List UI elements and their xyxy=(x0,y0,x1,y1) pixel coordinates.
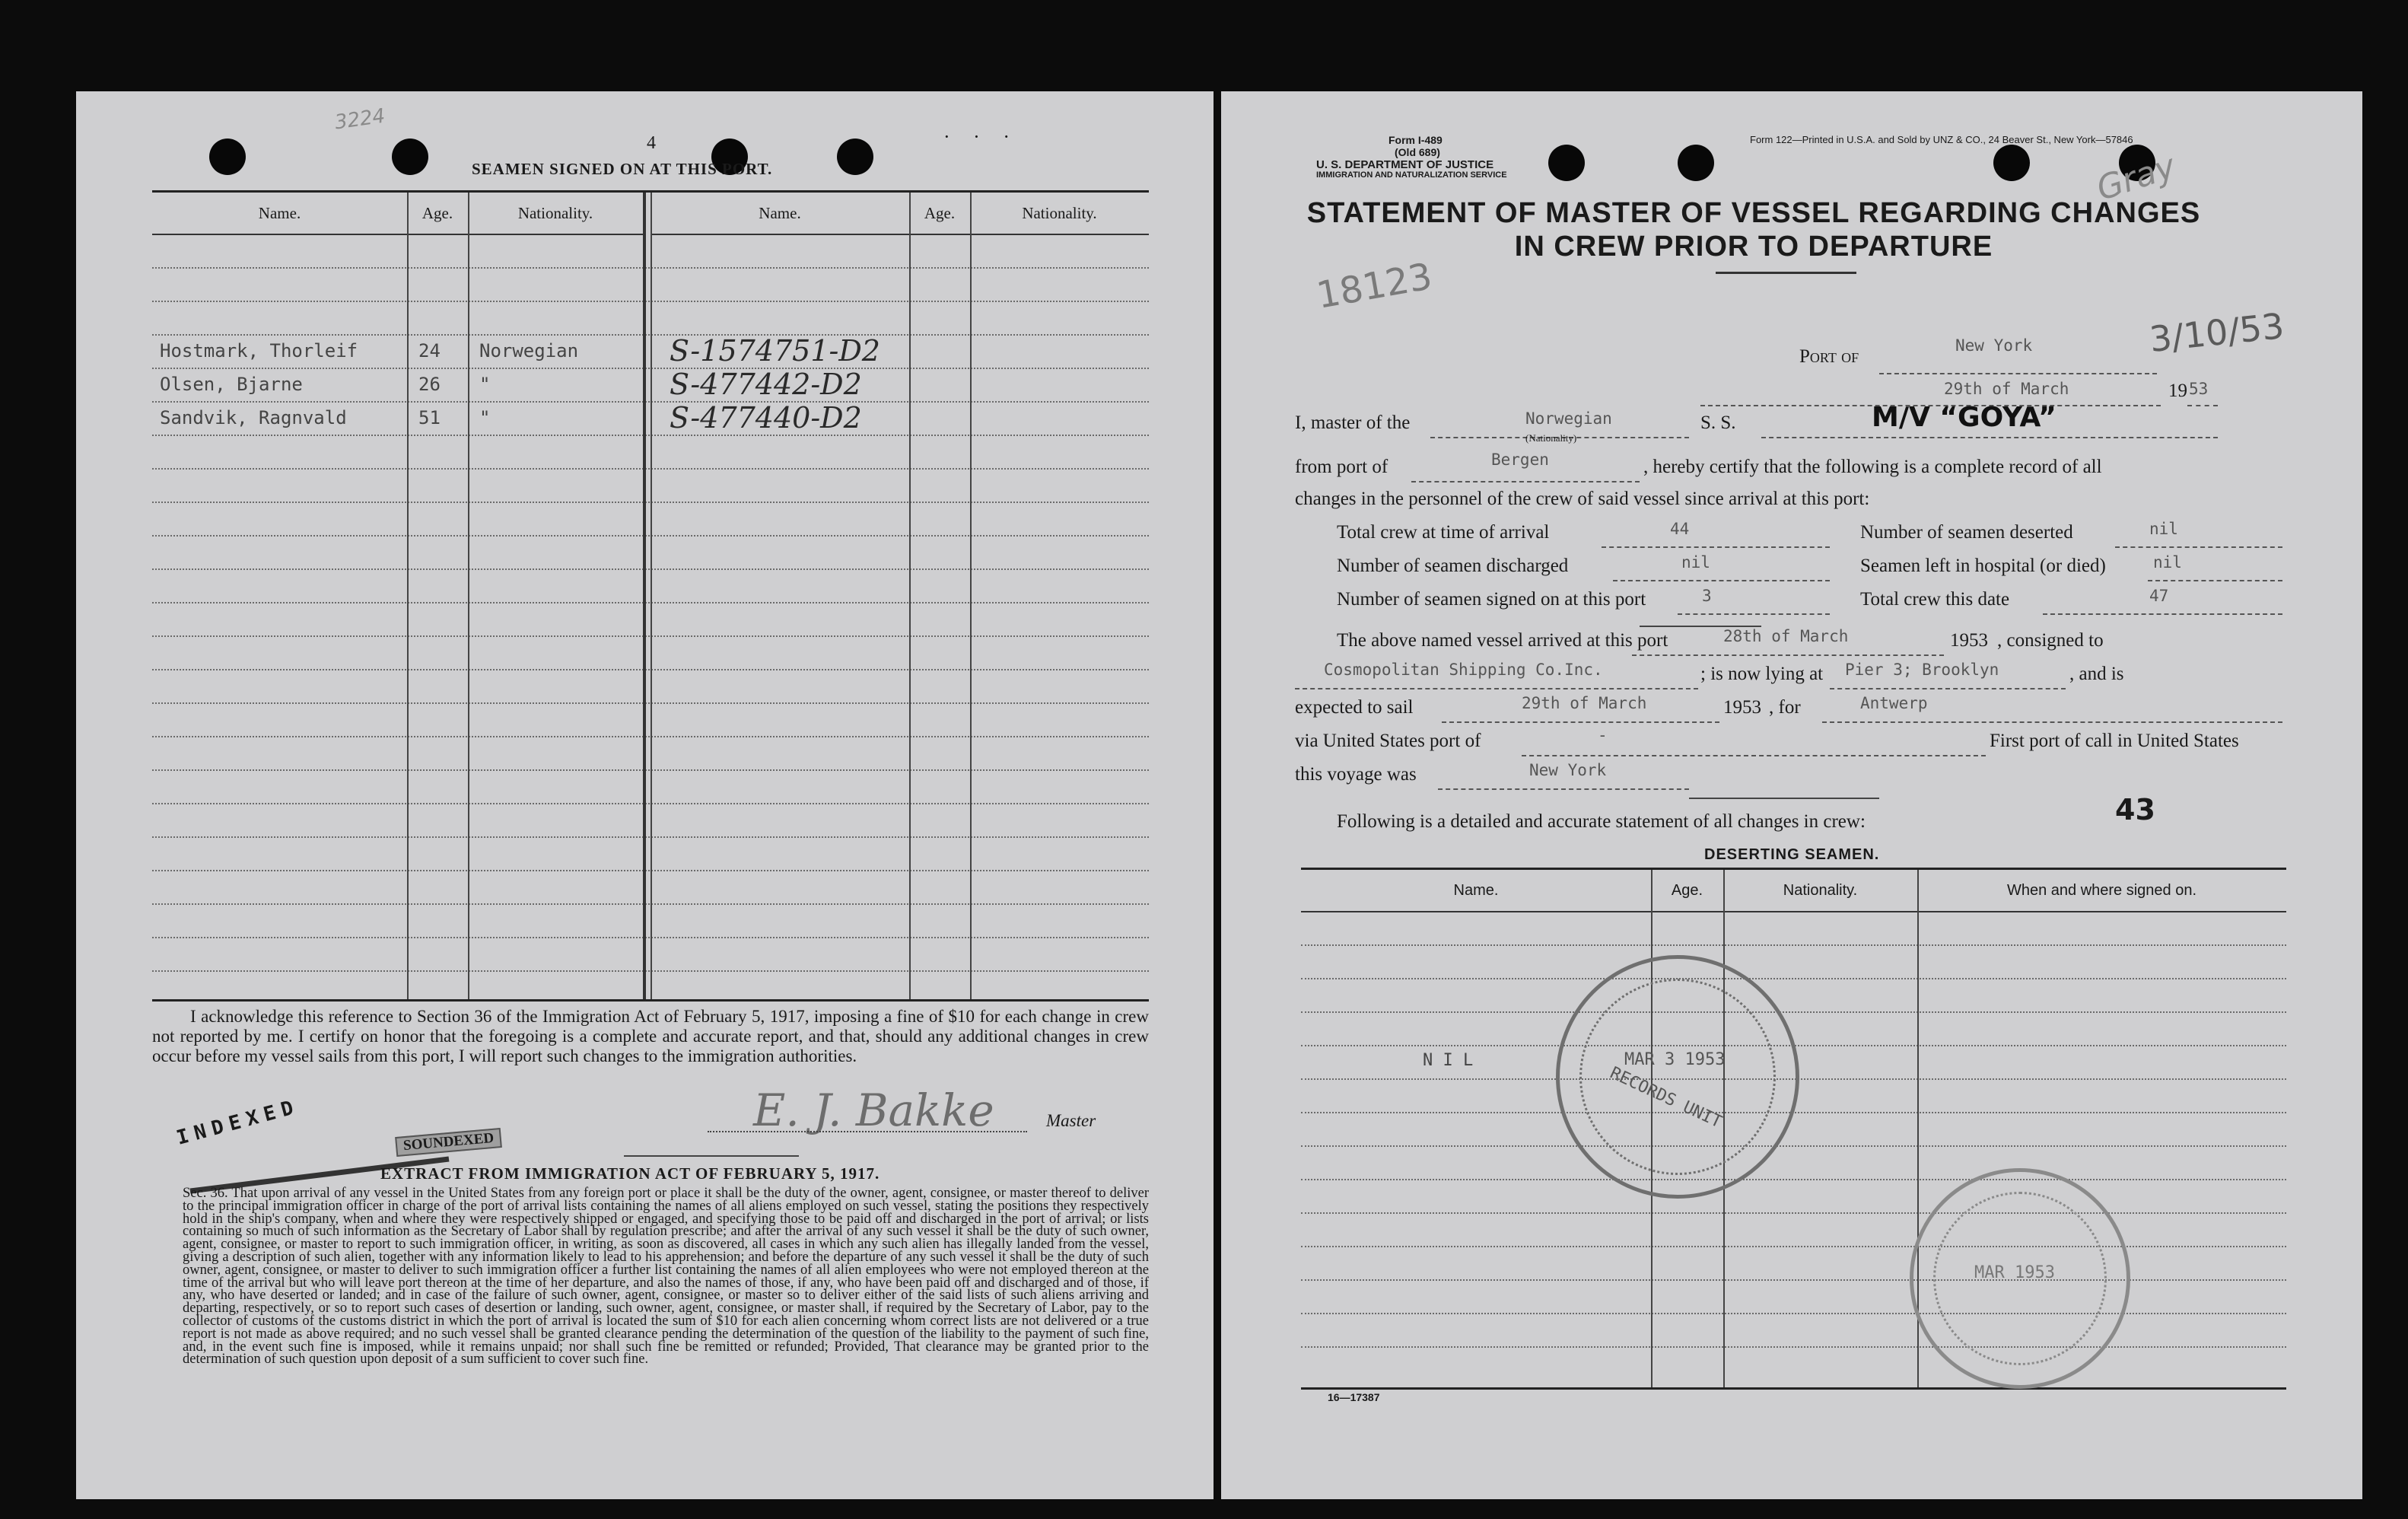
crew-name: Sandvik, Ragnvald xyxy=(160,407,347,428)
voyage-label: this voyage was xyxy=(1295,764,1417,785)
document-title xyxy=(1267,196,2241,263)
dot-marks: · · · xyxy=(943,126,1019,148)
port-label: Port of xyxy=(1799,346,1859,367)
column-divider xyxy=(407,193,409,999)
handwritten-discharge-number: S-477442-D2 xyxy=(670,368,862,401)
column-divider xyxy=(643,193,646,999)
signed-on-value: 3 xyxy=(1702,587,1712,605)
from-port-label: from port of xyxy=(1295,457,1388,477)
column-divider xyxy=(970,193,972,999)
title-rule xyxy=(1716,272,1856,274)
hospital-value: nil xyxy=(2153,553,2182,572)
punch-hole xyxy=(209,139,246,175)
col-header-age: Age. xyxy=(407,193,468,235)
arrived-label: The above named vessel arrived at this port xyxy=(1337,630,1668,651)
first-port-label: First port of call in United States xyxy=(1990,731,2239,751)
table-row xyxy=(1301,1246,2286,1281)
footer-form-number: 16—17387 xyxy=(1328,1391,1380,1403)
deserting-nil: N I L xyxy=(1423,1051,1474,1070)
hospital-label: Seamen left in hospital (or died) xyxy=(1860,556,2106,576)
stamp-date: MAR 3 1953 xyxy=(1624,1050,1726,1069)
discharged-value: nil xyxy=(1681,553,1710,572)
crew-age: 51 xyxy=(418,407,441,428)
table-row xyxy=(1301,1279,2286,1314)
records-unit-stamp xyxy=(1556,955,1799,1199)
from-port-value: Bergen xyxy=(1491,451,1549,469)
divider xyxy=(1689,798,1879,799)
handwritten-initials: Gray xyxy=(2091,146,2181,209)
punch-hole xyxy=(1548,145,1585,181)
crew-age: 24 xyxy=(418,340,441,361)
table-row xyxy=(1301,1145,2286,1180)
via-field xyxy=(1522,729,1986,756)
title-line-1: STATEMENT OF MASTER OF VESSEL REGARDING CHANGES xyxy=(1306,197,2201,229)
discharged-label: Number of seamen discharged xyxy=(1337,556,1569,576)
crew-name: Olsen, Bjarne xyxy=(160,374,303,395)
printer-line: Form 122—Printed in U.S.A. and Sold by UNZ & CO., 24 Beaver St., New York—57846 xyxy=(1750,134,2133,145)
discharged-field xyxy=(1613,554,1830,581)
year-prefix: 19 xyxy=(2168,381,2187,401)
col-header-name: Name. xyxy=(152,193,407,235)
total-date-label: Total crew this date xyxy=(1860,589,2010,610)
punch-hole xyxy=(1993,145,2030,181)
crew-nationality: " xyxy=(479,374,491,395)
following-label: Following is a detailed and accurate statement of all changes in crew: xyxy=(1337,811,1866,832)
title-line-2: IN CREW PRIOR TO DEPARTURE xyxy=(1514,231,1993,263)
date-value: 29th of March xyxy=(1944,380,2069,398)
and-is-label: , and is xyxy=(2069,664,2124,684)
sail-label: expected to sail xyxy=(1295,697,1414,718)
divider xyxy=(624,1155,799,1157)
right-page xyxy=(1221,91,2362,1499)
punch-hole xyxy=(837,139,873,175)
deserted-field xyxy=(2115,521,2282,548)
sail-value: 29th of March xyxy=(1522,694,1647,712)
col-header-nationality-2: Nationality. xyxy=(970,193,1149,235)
faint-stamp xyxy=(1910,1168,2130,1389)
crew-nationality: " xyxy=(479,407,491,428)
law-text: Sec. 36. That upon arrival of any vessel in the United States from any foreign port or place it shall be the duty of the owner, agent, consignee, or master thereof to deliver to the principal immigration officer in charge of the port of arrival lists containing the names of all aliens employed on such vessel, stating the positions they respectively hold in the ship's company, when and where they were respectively shipped or engaged, and specifying those to be paid off and discharged in the port of arrival; or lists containing so much of such information as the Secretary of Labor shall by regulation prescribe; and after the arrival of any such vessel it shall be the duty of such owner, agent, consignee, or master to report to such immigration officer, in writing, as soon as discovered, all cases in which any such alien has illegally landed from the vessel, giving a description of such alien, together with any information likely to lead to his apprehension; and before the departure of any such vessel it shall be the duty of such owner, agent, consignee, or master to deliver to such immigration officer a further list containing the names of all alien employees who were not employed thereon at the time of the arrival but who will leave port thereon at the time of her departure, and also the names of those, if any, who have been paid off and discharged and of those, if any, who have deserted or landed; and in case of the failure of such owner, agent, consignee, or master so to deliver either of the said lists of such aliens arriving and departing, respectively, or so to report such cases of desertion or landing, such owner, agent, consignee, or master shall, if required by the Secretary of Labor, pay to the collector of customs of the customs district in which the port of arrival is located the sum of $10 for each alien concerning whom correct lists are not delivered or a true report is not made as above required; and no such vessel shall be granted clearance pending the determination of the question of the liability to the payment of such fine, and, in the event such fine is imposed, while it remains unpaid; nor shall such fine be remitted or refunded; Provided, That clearance may be granted prior to the determination of such question upon deposit of a sum sufficient to cover such fine. xyxy=(183,1186,1149,1368)
ship-name: M/V “GOYA” xyxy=(1872,402,2057,433)
acknowledgement-text: I acknowledge this reference to Section 36 of the Immigration Act of February 5, 1917, imposing a fine of $10 for each change in crew not reported by me. I certify on honor that the foregoing is a complete and accurate report, and that, should any additional changes in crew occur before my vessel sails from this port, I will report such changes to the immigration authorities. xyxy=(152,1007,1149,1065)
year-value: 53 xyxy=(2189,380,2209,398)
voyage-value: New York xyxy=(1529,761,1607,779)
column-divider xyxy=(651,193,652,999)
col-header-name: Name. xyxy=(1301,870,1651,912)
crew-age: 26 xyxy=(418,374,441,395)
consignee-value: Cosmopolitan Shipping Co.Inc. xyxy=(1324,661,1603,679)
signed-on-label: Number of seamen signed on at this port xyxy=(1337,589,1646,610)
crew-name: Hostmark, Thorleif xyxy=(160,340,358,361)
signed-on-field xyxy=(1678,588,1830,615)
deserted-label: Number of seamen deserted xyxy=(1860,522,2073,543)
port-value: New York xyxy=(1955,336,2033,355)
lying-value: Pier 3; Brooklyn xyxy=(1845,661,1999,679)
signed-on-table xyxy=(152,190,1149,1002)
column-divider xyxy=(909,193,911,999)
page-number: 4 xyxy=(647,133,656,153)
handwritten-discharge-number: S-477440-D2 xyxy=(670,401,862,435)
nationality-value: Norwegian xyxy=(1525,409,1612,428)
department: U. S. DEPARTMENT OF JUSTICE xyxy=(1316,158,1494,171)
changes-text: changes in the personnel of the crew of said vessel since arrival at this port: xyxy=(1295,489,1870,509)
deserting-table xyxy=(1301,868,2286,1390)
file-number: 18123 xyxy=(1313,255,1436,317)
table-row xyxy=(1301,1179,2286,1214)
crew-nationality: Norwegian xyxy=(479,340,579,361)
col-header-signed-on: When and where signed on. xyxy=(1917,870,2286,912)
master-signature: E. J. Bakke xyxy=(753,1084,994,1136)
column-divider xyxy=(468,193,469,999)
old-form-number: (Old 689) xyxy=(1395,146,1440,158)
col-header-age-2: Age. xyxy=(909,193,970,235)
total-arrival-field xyxy=(1602,521,1830,548)
soundexed-stamp: SOUNDEXED xyxy=(395,1128,502,1157)
stamp-label: RECORDS UNIT xyxy=(1607,1063,1725,1132)
arrived-year: 1953 xyxy=(1950,630,1988,651)
punch-hole xyxy=(392,139,428,175)
lying-label: ; is now lying at xyxy=(1700,664,1824,684)
nationality-caption: (Nationality) xyxy=(1525,432,1577,444)
handwritten-discharge-number: S-1574751-D2 xyxy=(670,334,880,368)
table-row xyxy=(1301,911,2286,946)
indexed-stamp: INDEXED xyxy=(173,1095,302,1150)
deserting-title: DESERTING SEAMEN. xyxy=(1704,846,1880,863)
via-value: - xyxy=(1598,726,1608,744)
certify-text: , hereby certify that the following is a complete record of all xyxy=(1643,457,2102,477)
form-number: Form I-489 xyxy=(1388,134,1443,146)
col-header-nationality: Nationality. xyxy=(1723,870,1917,912)
for-label: , for xyxy=(1769,697,1801,718)
signature-line xyxy=(708,1131,1027,1132)
page-title: SEAMEN SIGNED ON AT THIS PORT. xyxy=(472,160,773,178)
master-label: Master xyxy=(1046,1111,1096,1130)
consigned-label: , consigned to xyxy=(1997,630,2104,651)
table-row xyxy=(1301,944,2286,979)
total-date-value: 47 xyxy=(2149,587,2169,605)
col-header-name-2: Name. xyxy=(651,193,909,235)
table-row xyxy=(1301,1313,2286,1348)
total-arrival-value: 44 xyxy=(1670,520,1690,538)
service: IMMIGRATION AND NATURALIZATION SERVICE xyxy=(1316,170,1507,180)
handwritten-note: 3224 xyxy=(333,104,386,135)
punch-hole xyxy=(1678,145,1714,181)
deserted-value: nil xyxy=(2149,520,2178,538)
crew-count-mark: 43 xyxy=(2115,793,2155,826)
handwritten-date: 3/10/53 xyxy=(2147,304,2286,361)
ss-label: S. S. xyxy=(1700,412,1736,433)
for-value: Antwerp xyxy=(1860,694,1928,712)
col-header-age: Age. xyxy=(1651,870,1723,912)
table-row xyxy=(1301,1112,2286,1147)
extract-title: EXTRACT FROM IMMIGRATION ACT OF FEBRUARY 5, 1917. xyxy=(380,1164,880,1183)
arrived-value: 28th of March xyxy=(1723,627,1849,645)
col-header-nationality: Nationality. xyxy=(468,193,643,235)
left-page xyxy=(76,91,1214,1499)
sail-year: 1953 xyxy=(1723,697,1761,718)
table-row xyxy=(1301,978,2286,1013)
via-label: via United States port of xyxy=(1295,731,1481,751)
table-row xyxy=(1301,1212,2286,1247)
total-arrival-label: Total crew at time of arrival xyxy=(1337,522,1550,543)
stamp-date: MAR 1953 xyxy=(1974,1263,2055,1282)
master-of-label: I, master of the xyxy=(1295,412,1411,433)
